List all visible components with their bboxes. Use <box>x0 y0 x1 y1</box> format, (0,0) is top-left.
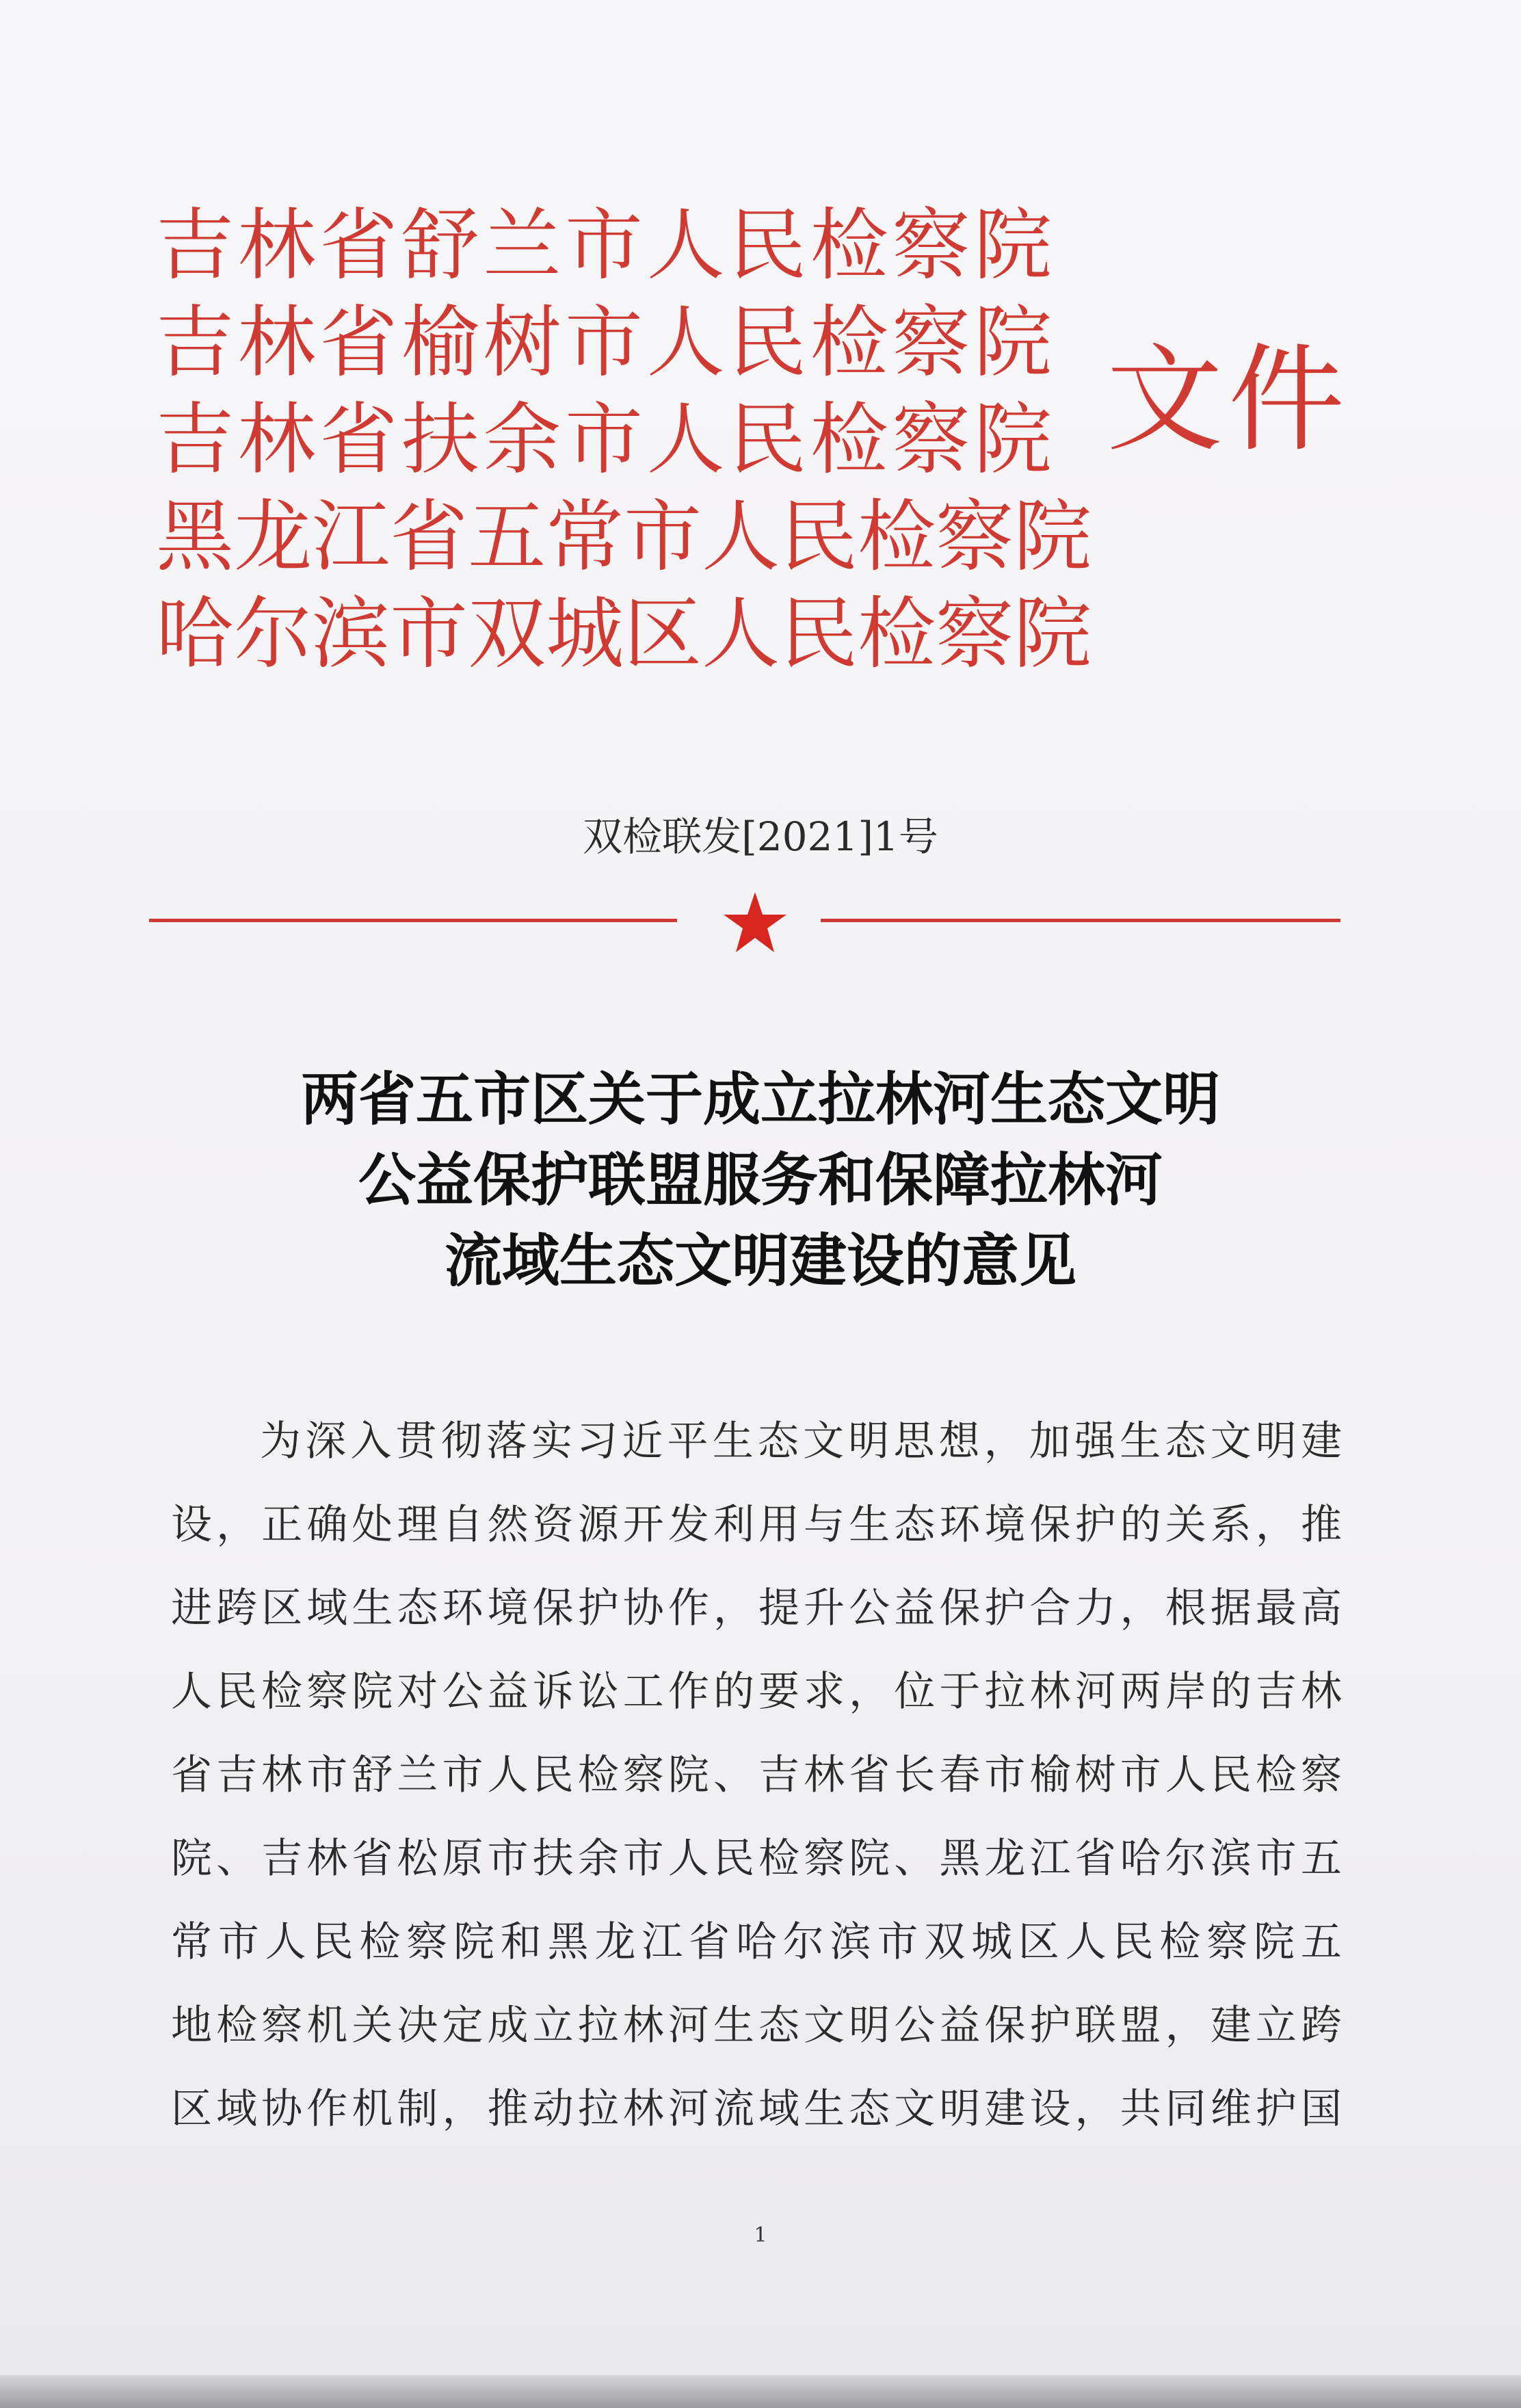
issuer-list <box>156 197 1092 683</box>
separator-rule-left <box>149 919 677 922</box>
issuer-line: 吉 林 省 扶 余 市 人 民 检 察 院 <box>156 394 1052 485</box>
body-line: 省 吉 林 市 舒 兰 市 人 民 检 察 院 、 吉 林 省 长 春 市 榆 树 市 人 民 检 察 <box>171 1751 1342 1799</box>
issuer-line: 吉 林 省 舒 兰 市 人 民 检 察 院 <box>156 200 1052 291</box>
body-line: 设 ， 正 确 处 理 自 然 资 源 开 发 利 用 与 生 态 环 境 保 护 的 关 系 ， 推 <box>171 1501 1342 1549</box>
document-number: 双检联发[2021]1号 <box>583 813 938 860</box>
body-text <box>171 1400 1342 2151</box>
body-line: 人 民 检 察 院 对 公 益 诉 讼 工 作 的 要 求 ， 位 于 拉 林 河 两 岸 的 吉 林 <box>171 1668 1342 1716</box>
body-line: 为 深 入 贯 彻 落 实 习 近 平 生 态 文 明 思 想 ， 加 强 生 态 文 明 建 <box>260 1417 1342 1465</box>
issuer-line: 黑 龙 江 省 五 常 市 人 民 检 察 院 <box>156 491 1092 582</box>
red-star-icon <box>721 889 789 958</box>
page-number: 1 <box>754 2223 767 2247</box>
issuer-line: 哈 尔 滨 市 双 城 区 人 民 检 察 院 <box>156 588 1092 679</box>
document-title <box>82 1059 1439 1301</box>
title-line: 流域生态文明建设的意见 <box>444 1227 1076 1294</box>
body-line: 常 市 人 民 检 察 院 和 黑 龙 江 省 哈 尔 滨 市 双 城 区 人 民 检 察 院 五 <box>171 1918 1342 1966</box>
body-line: 地 检 察 机 关 决 定 成 立 拉 林 河 生 态 文 明 公 益 保 护 联 盟 ， 建 立 跨 <box>171 2002 1342 2050</box>
title-line: 公益保护联盟服务和保障拉林河 <box>358 1147 1163 1214</box>
body-line: 区 域 协 作 机 制 ， 推 动 拉 林 河 流 域 生 态 文 明 建 设 ， 共 同 维 护 国 <box>171 2085 1342 2133</box>
page-bottom-edge <box>0 2375 1521 2408</box>
title-line: 两省五市区关于成立拉林河生态文明 <box>300 1066 1220 1133</box>
body-line: 进 跨 区 域 生 态 环 境 保 护 协 作 ， 提 升 公 益 保 护 合 力 ， 根 据 最 高 <box>171 1584 1342 1632</box>
issuer-line: 吉 林 省 榆 树 市 人 民 检 察 院 <box>156 297 1052 388</box>
document-type-label: 文件 <box>1107 332 1351 468</box>
body-line: 院 、 吉 林 省 松 原 市 扶 余 市 人 民 检 察 院 、 黑 龙 江 省 哈 尔 滨 市 五 <box>171 1835 1342 1883</box>
separator-rule-right <box>821 919 1340 922</box>
